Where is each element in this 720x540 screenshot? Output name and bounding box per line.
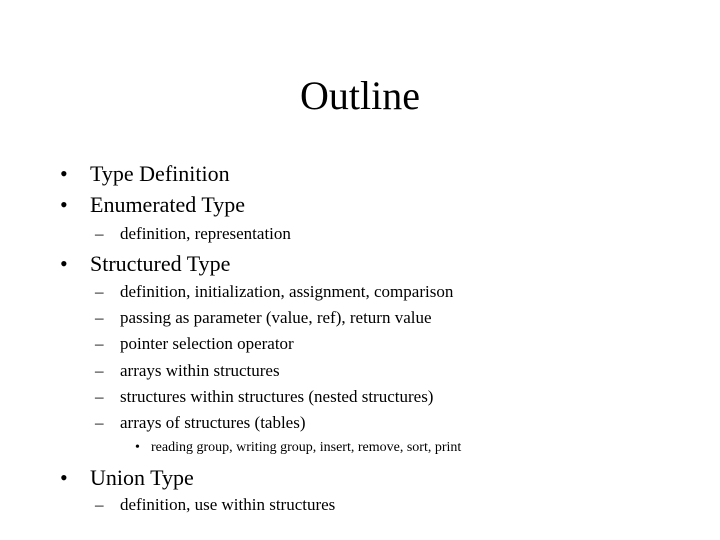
sub-bullet-text: pointer selection operator (120, 334, 294, 353)
sub-bullet-text: arrays within structures (120, 361, 280, 380)
dash-marker: – (95, 413, 104, 432)
sub-sub-bullet-text: reading group, writing group, insert, remove, sort, print (151, 440, 462, 455)
sub-bullet-item (95, 334, 695, 354)
sub-bullet-text: arrays of structures (tables) (120, 413, 306, 432)
sub-bullet-item (95, 282, 695, 302)
sub-sub-bullet-item (135, 439, 705, 457)
dash-marker: – (95, 361, 104, 380)
bullet-marker: • (60, 251, 68, 276)
sub-bullet-text: passing as parameter (value, ref), return value (120, 308, 432, 327)
sub-bullet-text: definition, initialization, assignment, comparison (120, 282, 454, 301)
dash-marker: – (95, 495, 104, 514)
dash-marker: – (95, 282, 104, 301)
sub-bullet-item (95, 413, 695, 433)
dash-marker: – (95, 224, 104, 243)
sub-bullet-text: definition, use within structures (120, 495, 336, 514)
dash-marker: – (95, 334, 104, 353)
bullet-text: Enumerated Type (90, 192, 246, 217)
sub-bullet-text: structures within structures (nested structures) (120, 387, 434, 406)
bullet-marker: • (60, 161, 68, 186)
bullet-item (60, 192, 700, 218)
bullet-text: Structured Type (90, 251, 231, 276)
bullet-item (60, 465, 700, 491)
slide-title: Outline (300, 73, 420, 118)
bullet-marker: • (60, 465, 68, 490)
bullet-marker: • (135, 440, 140, 455)
bullet-text: Union Type (90, 465, 194, 490)
sub-bullet-item (95, 387, 695, 407)
sub-bullet-item (95, 224, 695, 244)
sub-bullet-item (95, 495, 695, 515)
dash-marker: – (95, 387, 104, 406)
sub-bullet-item (95, 308, 695, 328)
bullet-item (60, 161, 700, 187)
bullet-text: Type Definition (90, 161, 230, 186)
dash-marker: – (95, 308, 104, 327)
sub-bullet-item (95, 361, 695, 381)
bullet-item (60, 251, 700, 277)
sub-bullet-text: definition, representation (120, 224, 291, 243)
bullet-marker: • (60, 192, 68, 217)
